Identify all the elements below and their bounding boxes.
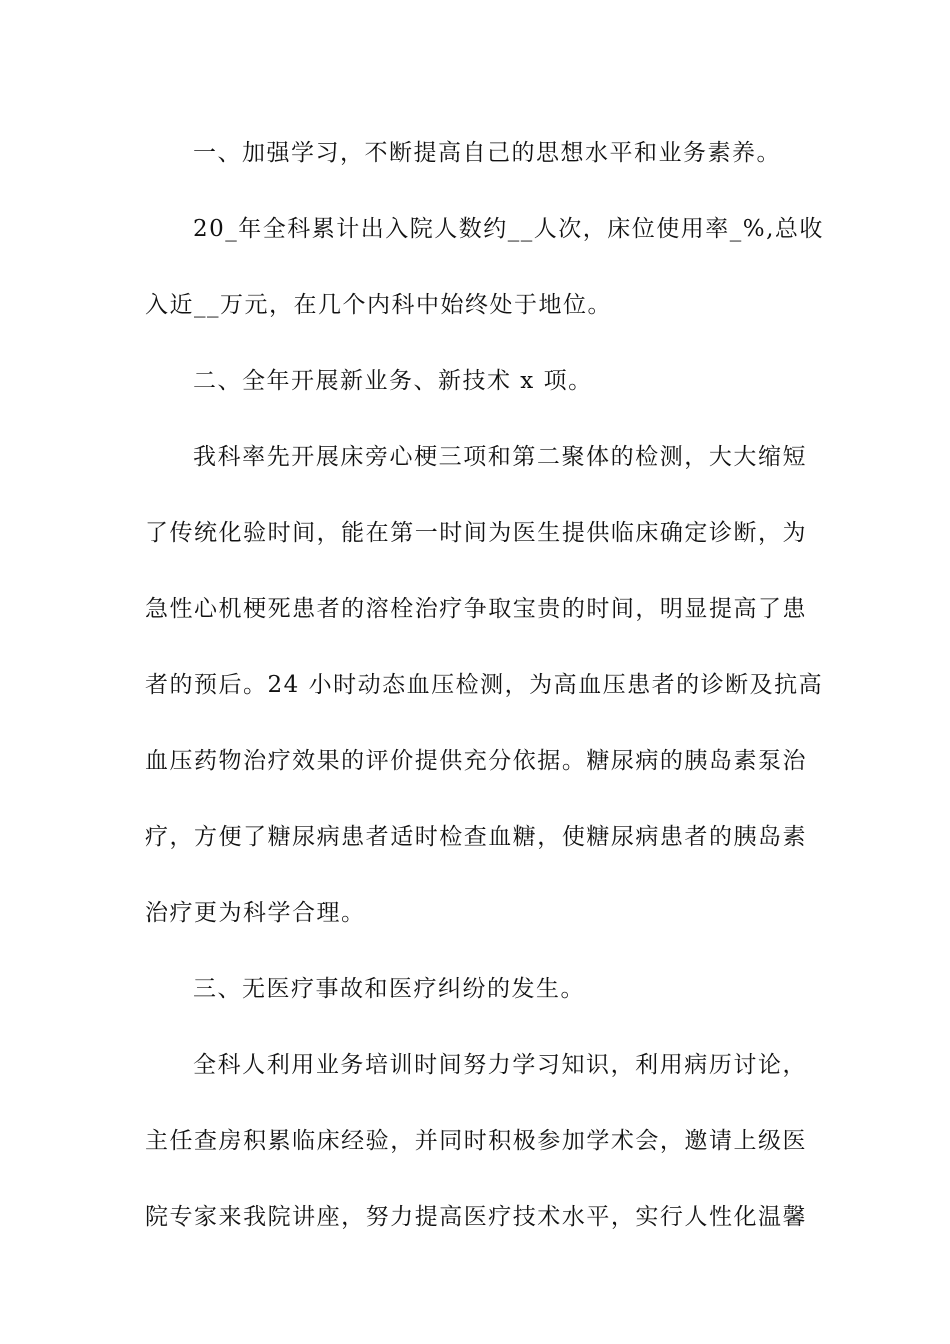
paragraph-line: 血压药物治疗效果的评价提供充分依据。糖尿病的胰岛素泵治 xyxy=(145,748,807,774)
paragraph-line: 急性心机梗死患者的溶栓治疗争取宝贵的时间，明显提高了患 xyxy=(145,596,807,622)
paragraph-line: 疗，方便了糖尿病患者适时检查血糖，使糖尿病患者的胰岛素 xyxy=(145,824,807,850)
paragraph-line: 院专家来我院讲座，努力提高医疗技术水平，实行人性化温馨 xyxy=(145,1204,807,1230)
section-heading-2: 二、全年开展新业务、新技术 x 项。 xyxy=(193,368,593,394)
paragraph-line: 全科人利用业务培训时间努力学习知识，利用病历讨论， xyxy=(193,1052,807,1078)
paragraph-line: 治疗更为科学合理。 xyxy=(145,900,366,926)
document-body xyxy=(145,130,824,1270)
paragraph-line: 入近__万元，在几个内科中始终处于地位。 xyxy=(145,292,612,318)
section-heading-1: 一、加强学习，不断提高自己的思想水平和业务素养。 xyxy=(193,140,781,166)
paragraph-line: 主任查房积累临床经验，并同时积极参加学术会，邀请上级医 xyxy=(145,1128,807,1154)
paragraph-line: 了传统化验时间，能在第一时间为医生提供临床确定诊断，为 xyxy=(145,520,807,546)
paragraph-line: 20_年全科累计出入院人数约__人次，床位使用率_%,总收 xyxy=(193,216,824,242)
paragraph-line: 者的预后。24 小时动态血压检测，为高血压患者的诊断及抗高 xyxy=(145,672,824,698)
paragraph-line: 我科率先开展床旁心梗三项和第二聚体的检测，大大缩短 xyxy=(193,444,807,470)
section-heading-3: 三、无医疗事故和医疗纠纷的发生。 xyxy=(193,976,585,1002)
